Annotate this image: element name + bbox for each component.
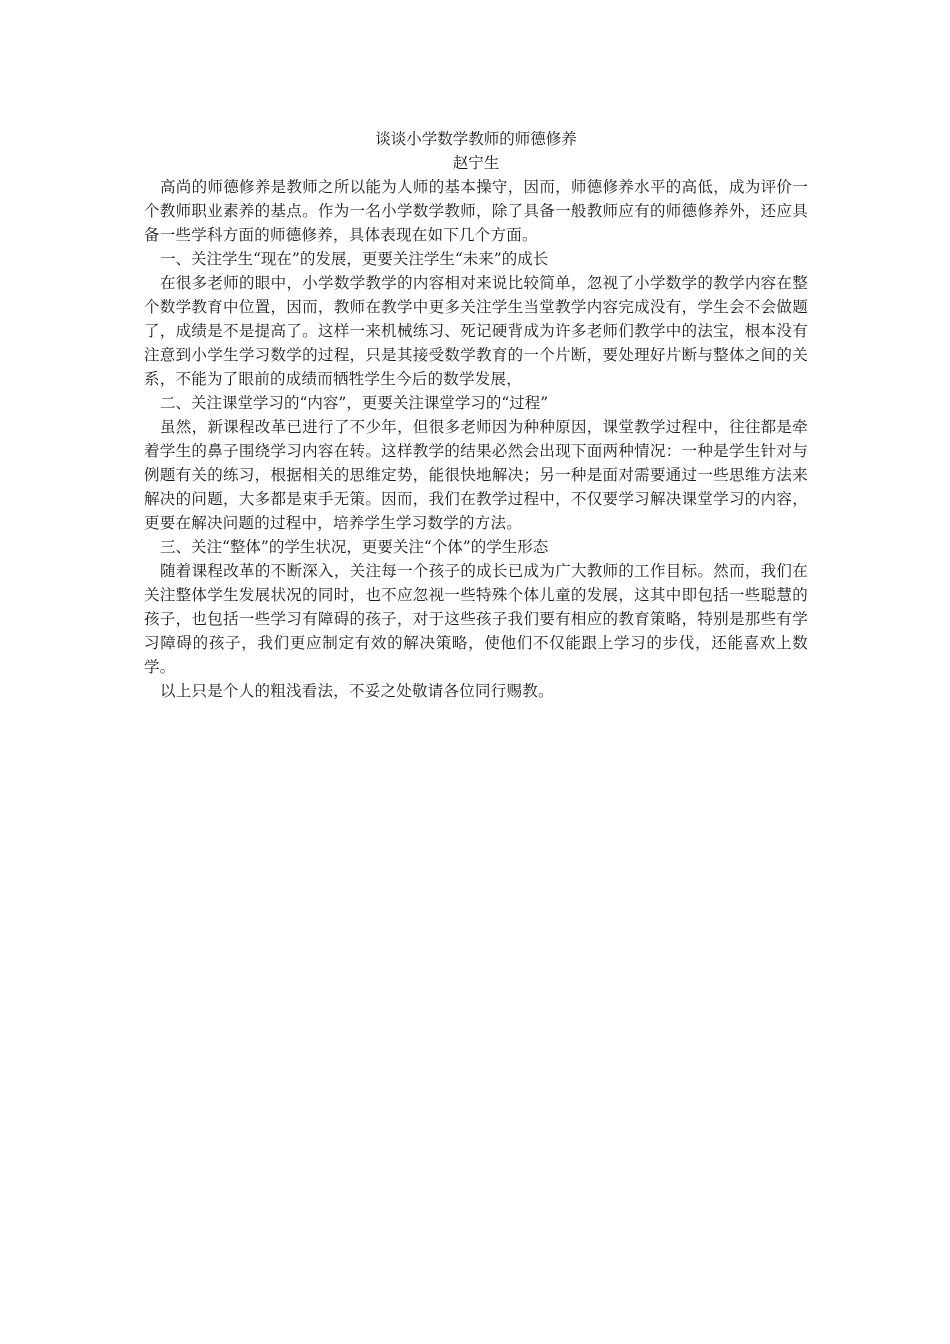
section-2-heading: 二、关注课堂学习的“内容”，更要关注课堂学习的“过程” xyxy=(160,394,549,412)
section-2-body: 虽然，新课程改革已进行了不少年，但很多老师因为种种原因，课堂教学过程中，往往都是牵着学生的鼻子围绕学习内容在转。这样教学的结果必然会出现下面两种情况：一种是学生针对与例题有关的练习，根据相关的思维定势，能很快地解决；另一种是面对需要通过一些思维方法来解决的问题，大多都是束手无策。因而，我们在教学过程中，不仅要学习解决课堂学习的内容，更要在解决问题的过程中，培养学生学习数学的方法。 xyxy=(144,418,808,532)
section-1-body: 在很多老师的眼中，小学数学教学的内容相对来说比较简单，忽视了小学数学的教学内容在整个数学教育中位置，因而，教师在教学中更多关注学生当堂教学内容完成没有，学生会不会做题了，成绩是不是提高了。这样一来机械练习、死记硬背成为许多老师们教学中的法宝，根本没有注意到小学生学习数学的过程，只是其接受数学教育的一个片断，要处理好片断与整体之间的关系，不能为了眼前的成绩而牺牲学生今后的数学发展， xyxy=(144,274,808,388)
section-1-heading: 一、关注学生“现在”的发展，更要关注学生“未来”的成长 xyxy=(160,250,549,268)
section-3-body: 随着课程改革的不断深入，关注每一个孩子的成长已成为广大教师的工作目标。然而，我们在关注整体学生发展状况的同时，也不应忽视一些特殊个体儿童的发展，这其中即包括一些聪慧的孩子，也包括一些学习有障碍的孩子，对于这些孩子我们要有相应的教育策略，特别是那些有学习障碍的孩子，我们更应制定有效的解决策略，使他们不仅能跟上学习的步伐，还能喜欢上数学。 xyxy=(144,562,808,676)
document-page xyxy=(144,127,808,703)
intro-paragraph: 高尚的师德修养是教师之所以能为人师的基本操守，因而，师德修养水平的高低，成为评价一个教师职业素养的基点。作为一名小学数学教师，除了具备一般教师应有的师德修养外，还应具备一些学科方面的师德修养，具体表现在如下几个方面。 xyxy=(144,178,808,244)
closing-paragraph: 以上只是个人的粗浅看法，不妥之处敬请各位同行赐教。 xyxy=(160,682,554,700)
section-3-heading: 三、关注“整体”的学生状况，更要关注“个体”的学生形态 xyxy=(160,538,549,556)
document-title: 谈谈小学数学教师的师德修养 xyxy=(375,130,577,148)
document-author: 赵宁生 xyxy=(452,154,500,172)
